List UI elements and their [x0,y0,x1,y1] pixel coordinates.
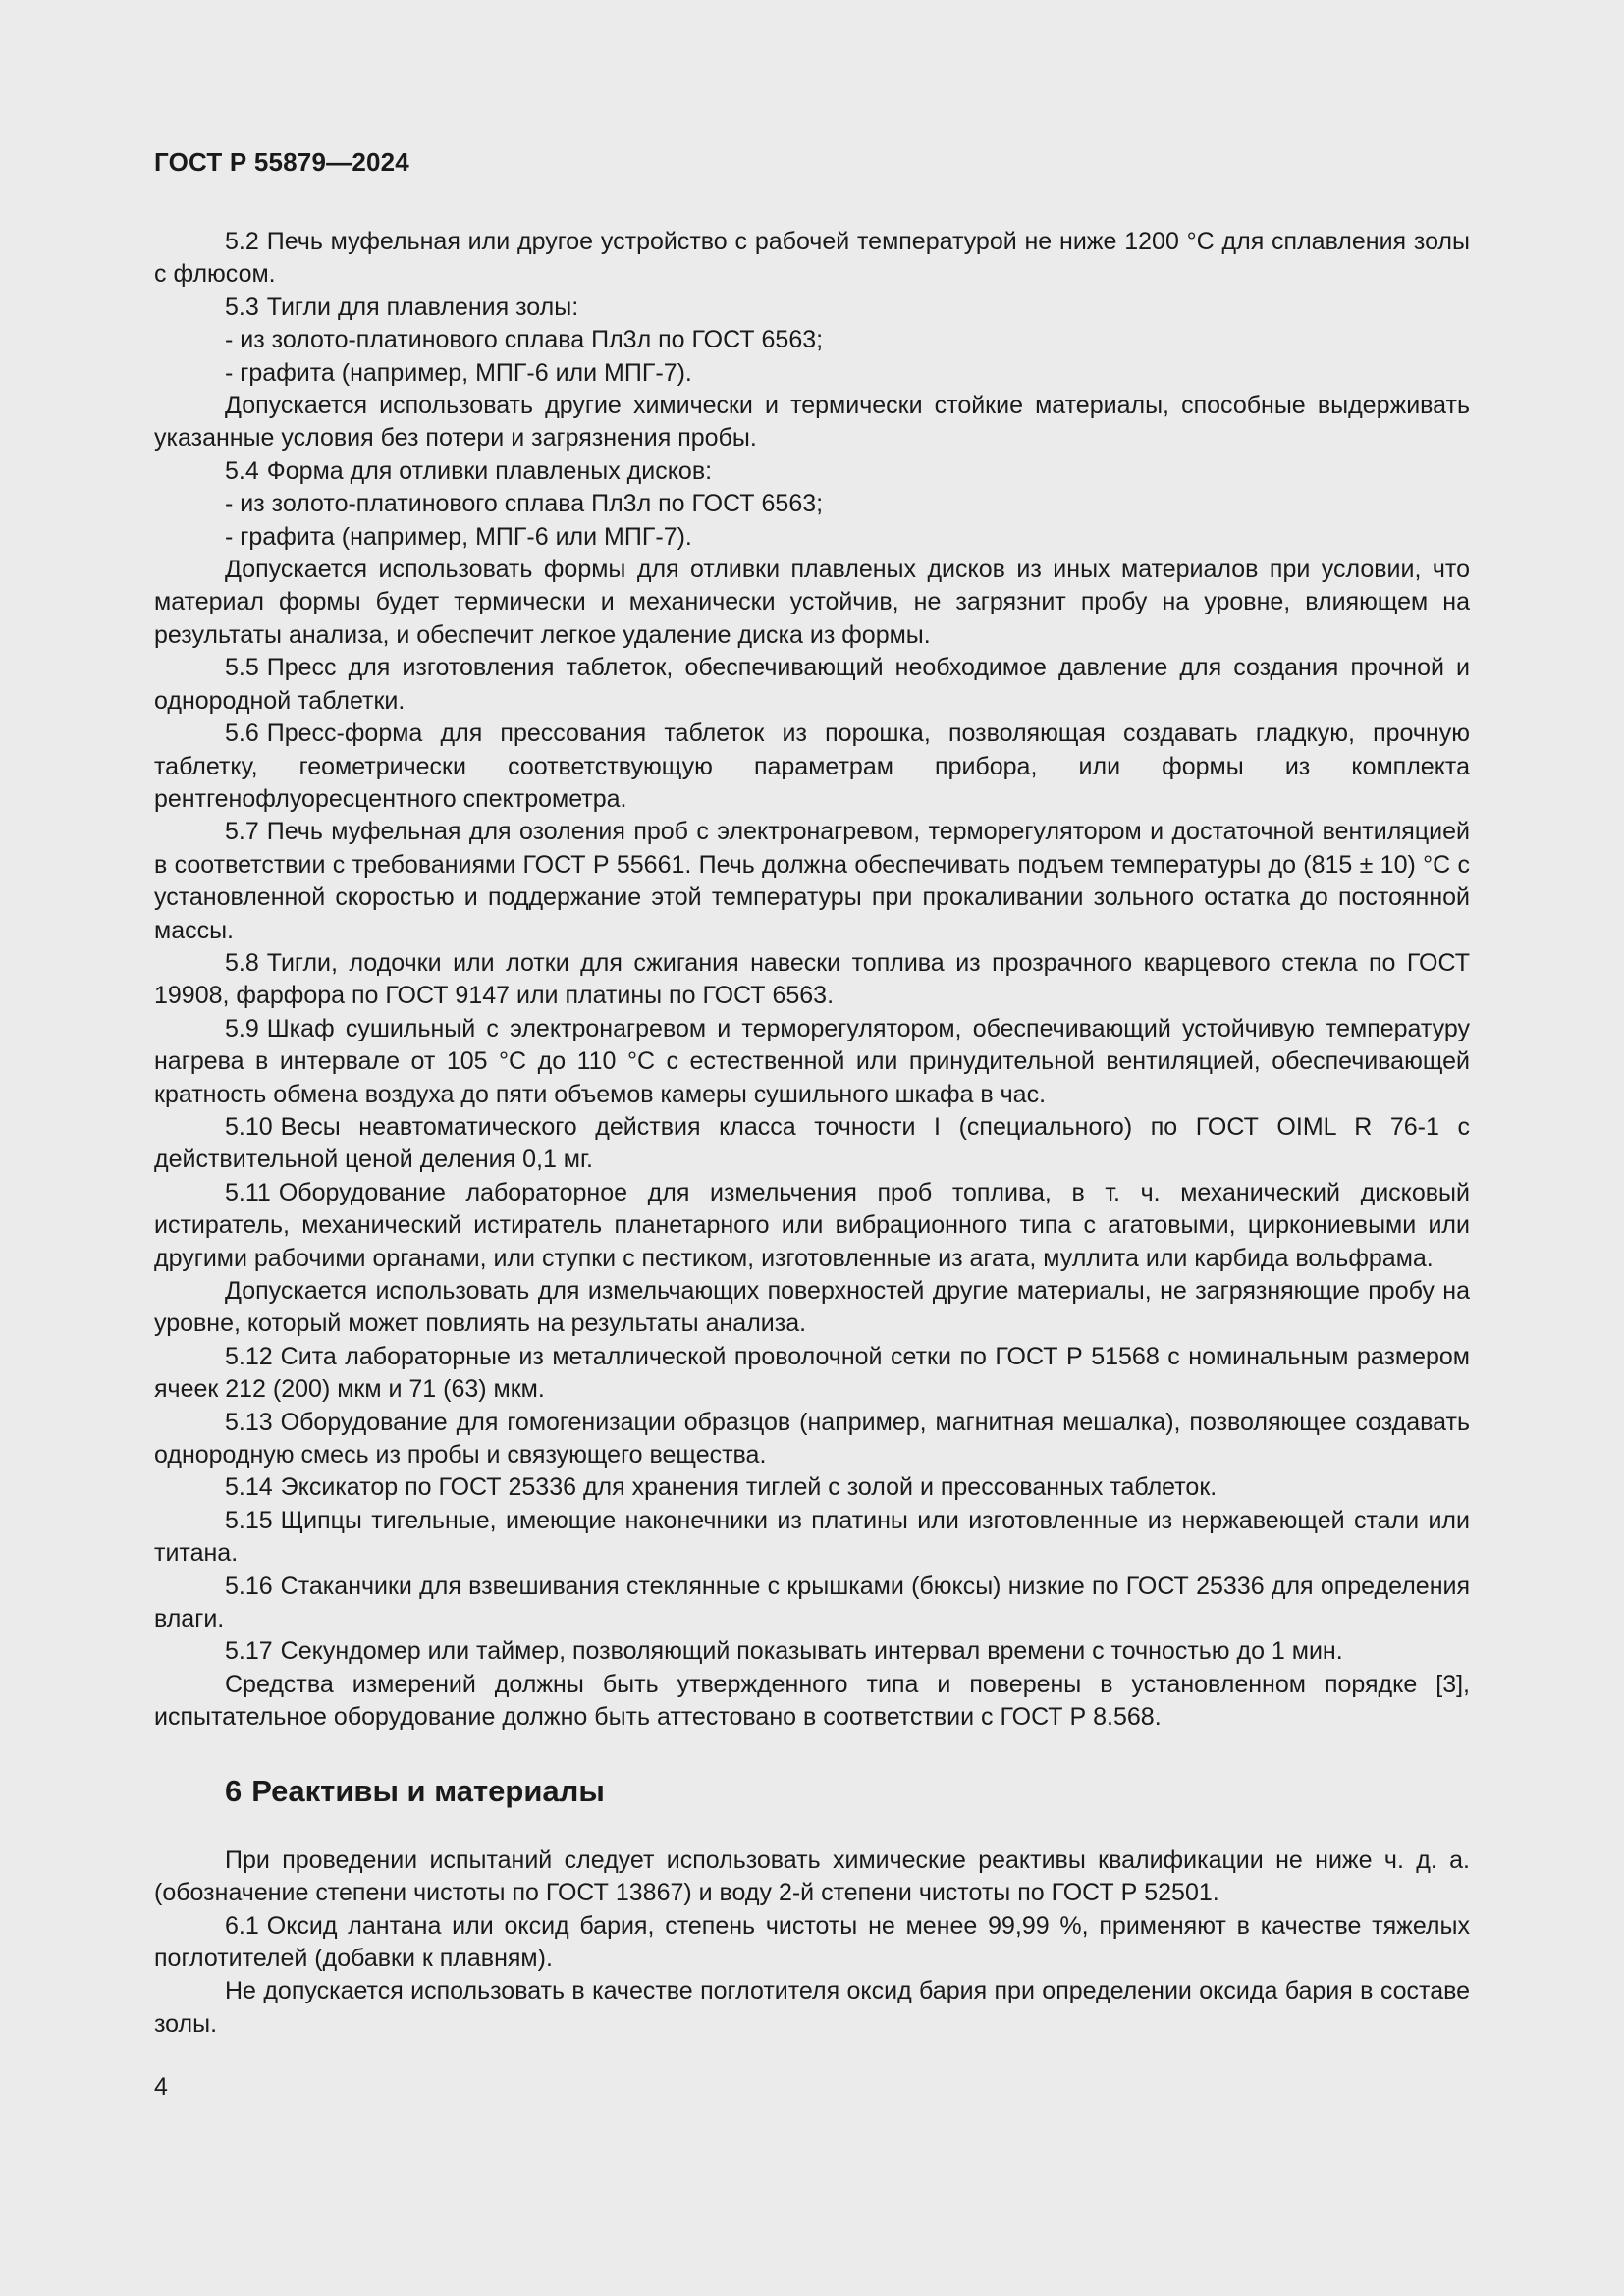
paragraph-text: Шкаф сушильный с электронагревом и терморегулятором, обеспечивающий устойчивую температуру нагрева в интервале от 105 °С до 110 °С с естественной или принудительной вентиляцией, обеспечивающей кратность обмена воздуха до пяти объемов камеры сушильного шкафа в час. [154,1014,1470,1108]
section-title: Реактивы и материалы [251,1773,605,1808]
paragraph-text: Средства измерений должны быть утвержденного типа и поверены в установленном порядке [3], испытательное оборудование должно быть аттестовано в соответствии с ГОСТ Р 8.568. [154,1670,1470,1732]
paragraph-text: Щипцы тигельные, имеющие наконечники из платины или изготовленные из нержавеющей стали или титана. [154,1506,1470,1568]
paragraph [154,718,1470,816]
paragraph [154,1635,1470,1668]
paragraph [154,1505,1470,1571]
paragraph [154,390,1470,455]
paragraph-text: Оборудование лабораторное для измельчения проб топлива, в т. ч. механический дисковый истиратель, механический истиратель планетарного или вибрационного типа с агатовыми, циркониевыми или другими рабочими органами, или ступки с пестиком, изготовленные из агата, муллита или карбида вольфрама. [154,1178,1470,1272]
paragraph-text: Допускается использовать для измельчающих поверхностей другие материалы, не загрязняющие пробу на уровне, который может повлиять на результаты анализа. [154,1277,1470,1338]
page-number: 4 [154,2073,168,2101]
paragraph-text: - графита (например, МПГ-6 или МПГ-7). [225,358,692,387]
paragraph-text: Тигли для плавления золы: [266,293,579,321]
paragraph [154,947,1470,1013]
paragraph [154,1844,1470,1910]
paragraph [154,226,1470,292]
paragraph [154,1111,1470,1177]
list-item [154,488,1470,520]
paragraph [154,1669,1470,1735]
paragraph-text: Оксид лантана или оксид бария, степень чистоты не менее 99,99 %, применяют в качестве тяжелых поглотителей (добавки к плавням). [154,1911,1470,1972]
paragraph-text: Не допускается использовать в качестве поглотителя оксид бария при определении оксида бария в составе золы. [154,1977,1470,2038]
paragraph [154,816,1470,947]
paragraph-text: - из золото-платинового сплава Пл3л по ГОСТ 6563; [225,490,824,518]
clause-number: 5.8 [225,948,259,977]
section-number: 6 [225,1773,243,1808]
paragraph [154,1975,1470,2041]
paragraph [154,1471,1470,1504]
paragraph [154,1013,1470,1111]
clause-number: 5.13 [225,1408,273,1436]
paragraph [154,1407,1470,1472]
clause-number: 5.17 [225,1637,273,1666]
document-header: ГОСТ Р 55879—2024 [154,147,409,177]
paragraph [154,1910,1470,1976]
clause-number: 5.12 [225,1342,273,1370]
section-6-heading [225,1773,1470,1810]
paragraph-text: Сита лабораторные из металлической проволочной сетки по ГОСТ Р 51568 с номинальным размером ячеек 212 (200) мкм и 71 (63) мкм. [154,1342,1470,1404]
clause-number: 5.15 [225,1506,273,1534]
section-5-paragraphs [154,226,1470,1735]
paragraph-text: Стаканчики для взвешивания стеклянные с крышками (бюксы) низкие по ГОСТ 25336 для определения влаги. [154,1572,1470,1633]
paragraph-text: Тигли, лодочки или лотки для сжигания навески топлива из прозрачного кварцевого стекла по ГОСТ 19908, фарфора по ГОСТ 9147 или платины по ГОСТ 6563. [154,948,1470,1010]
paragraph-text: Печь муфельная для озоления проб с электронагревом, терморегулятором и достаточной вентиляцией в соответствии с требованиями ГОСТ Р 55661. Печь должна обеспечивать подъем температуры до (815 ± 10) °С с установленной скоростью и поддержание этой температуры при прокаливании зольного остатка до постоянной массы. [154,818,1470,944]
paragraph-text: При проведении испытаний следует использовать химические реактивы квалификации не ниже ч. д. а. (обозначение степени чистоты по ГОСТ 13867) и воду 2-й степени чистоты по ГОСТ Р 52501. [154,1845,1470,1907]
clause-number: 5.9 [225,1014,259,1042]
clause-number: 5.11 [225,1178,271,1206]
section-6-paragraphs [154,1844,1470,2041]
clause-number: 5.14 [225,1473,273,1502]
paragraph-text: Пресс-форма для прессования таблеток из порошка, позволяющая создавать гладкую, прочную таблетку, геометрически соответствующую параметрам прибора, или формы из комплекта рентгенофлуоресцентного спектрометра. [154,720,1470,813]
clause-number: 5.3 [225,293,259,321]
paragraph-text: Эксикатор по ГОСТ 25336 для хранения тиглей с золой и прессованных таблеток. [280,1473,1218,1502]
clause-number: 5.7 [225,818,259,846]
list-item [154,357,1470,390]
paragraph [154,1571,1470,1636]
paragraph-text: - графита (например, МПГ-6 или МПГ-7). [225,522,692,551]
paragraph [154,554,1470,652]
paragraph-text: Секундомер или таймер, позволяющий показывать интервал времени с точностью до 1 мин. [280,1637,1343,1666]
paragraph-text: Форма для отливки плавленых дисков: [266,456,713,485]
paragraph [154,1275,1470,1341]
list-item [154,324,1470,356]
paragraph-text: Пресс для изготовления таблеток, обеспечивающий необходимое давление для создания прочной и однородной таблетки. [154,654,1470,715]
list-item [154,521,1470,554]
paragraph-text: Печь муфельная или другое устройство с рабочей температурой не ниже 1200 °С для сплавления золы с флюсом. [154,228,1470,289]
paragraph [154,1177,1470,1275]
paragraph [154,292,1470,324]
paragraph [154,1341,1470,1407]
clause-number: 5.4 [225,456,259,485]
paragraph-text: Весы неавтоматического действия класса точности I (специального) по ГОСТ OIML R 76-1 с действительной ценой деления 0,1 мг. [154,1112,1470,1174]
paragraph-text: - из золото-платинового сплава Пл3л по ГОСТ 6563; [225,326,824,354]
clause-number: 5.16 [225,1572,273,1600]
paragraph-text: Допускается использовать другие химически и термически стойкие материалы, способные выдерживать указанные условия без потери и загрязнения пробы. [154,392,1470,453]
clause-number: 5.5 [225,654,259,682]
clause-number: 5.6 [225,720,259,748]
clause-number: 6.1 [225,1911,259,1940]
paragraph-text: Оборудование для гомогенизации образцов (например, магнитная мешалка), позволяющее создавать однородную смесь из пробы и связующего вещества. [154,1408,1470,1469]
paragraph [154,455,1470,488]
clause-number: 5.10 [225,1112,273,1141]
document-page [154,0,1470,2296]
paragraph [154,652,1470,718]
document-body [154,226,1470,2041]
clause-number: 5.2 [225,228,259,255]
paragraph-text: Допускается использовать формы для отливки плавленых дисков из иных материалов при условии, что материал формы будет термически и механически устойчив, не загрязнит пробу на уровне, влияющем на результаты анализа, и обеспечит легкое удаление диска из формы. [154,556,1470,649]
